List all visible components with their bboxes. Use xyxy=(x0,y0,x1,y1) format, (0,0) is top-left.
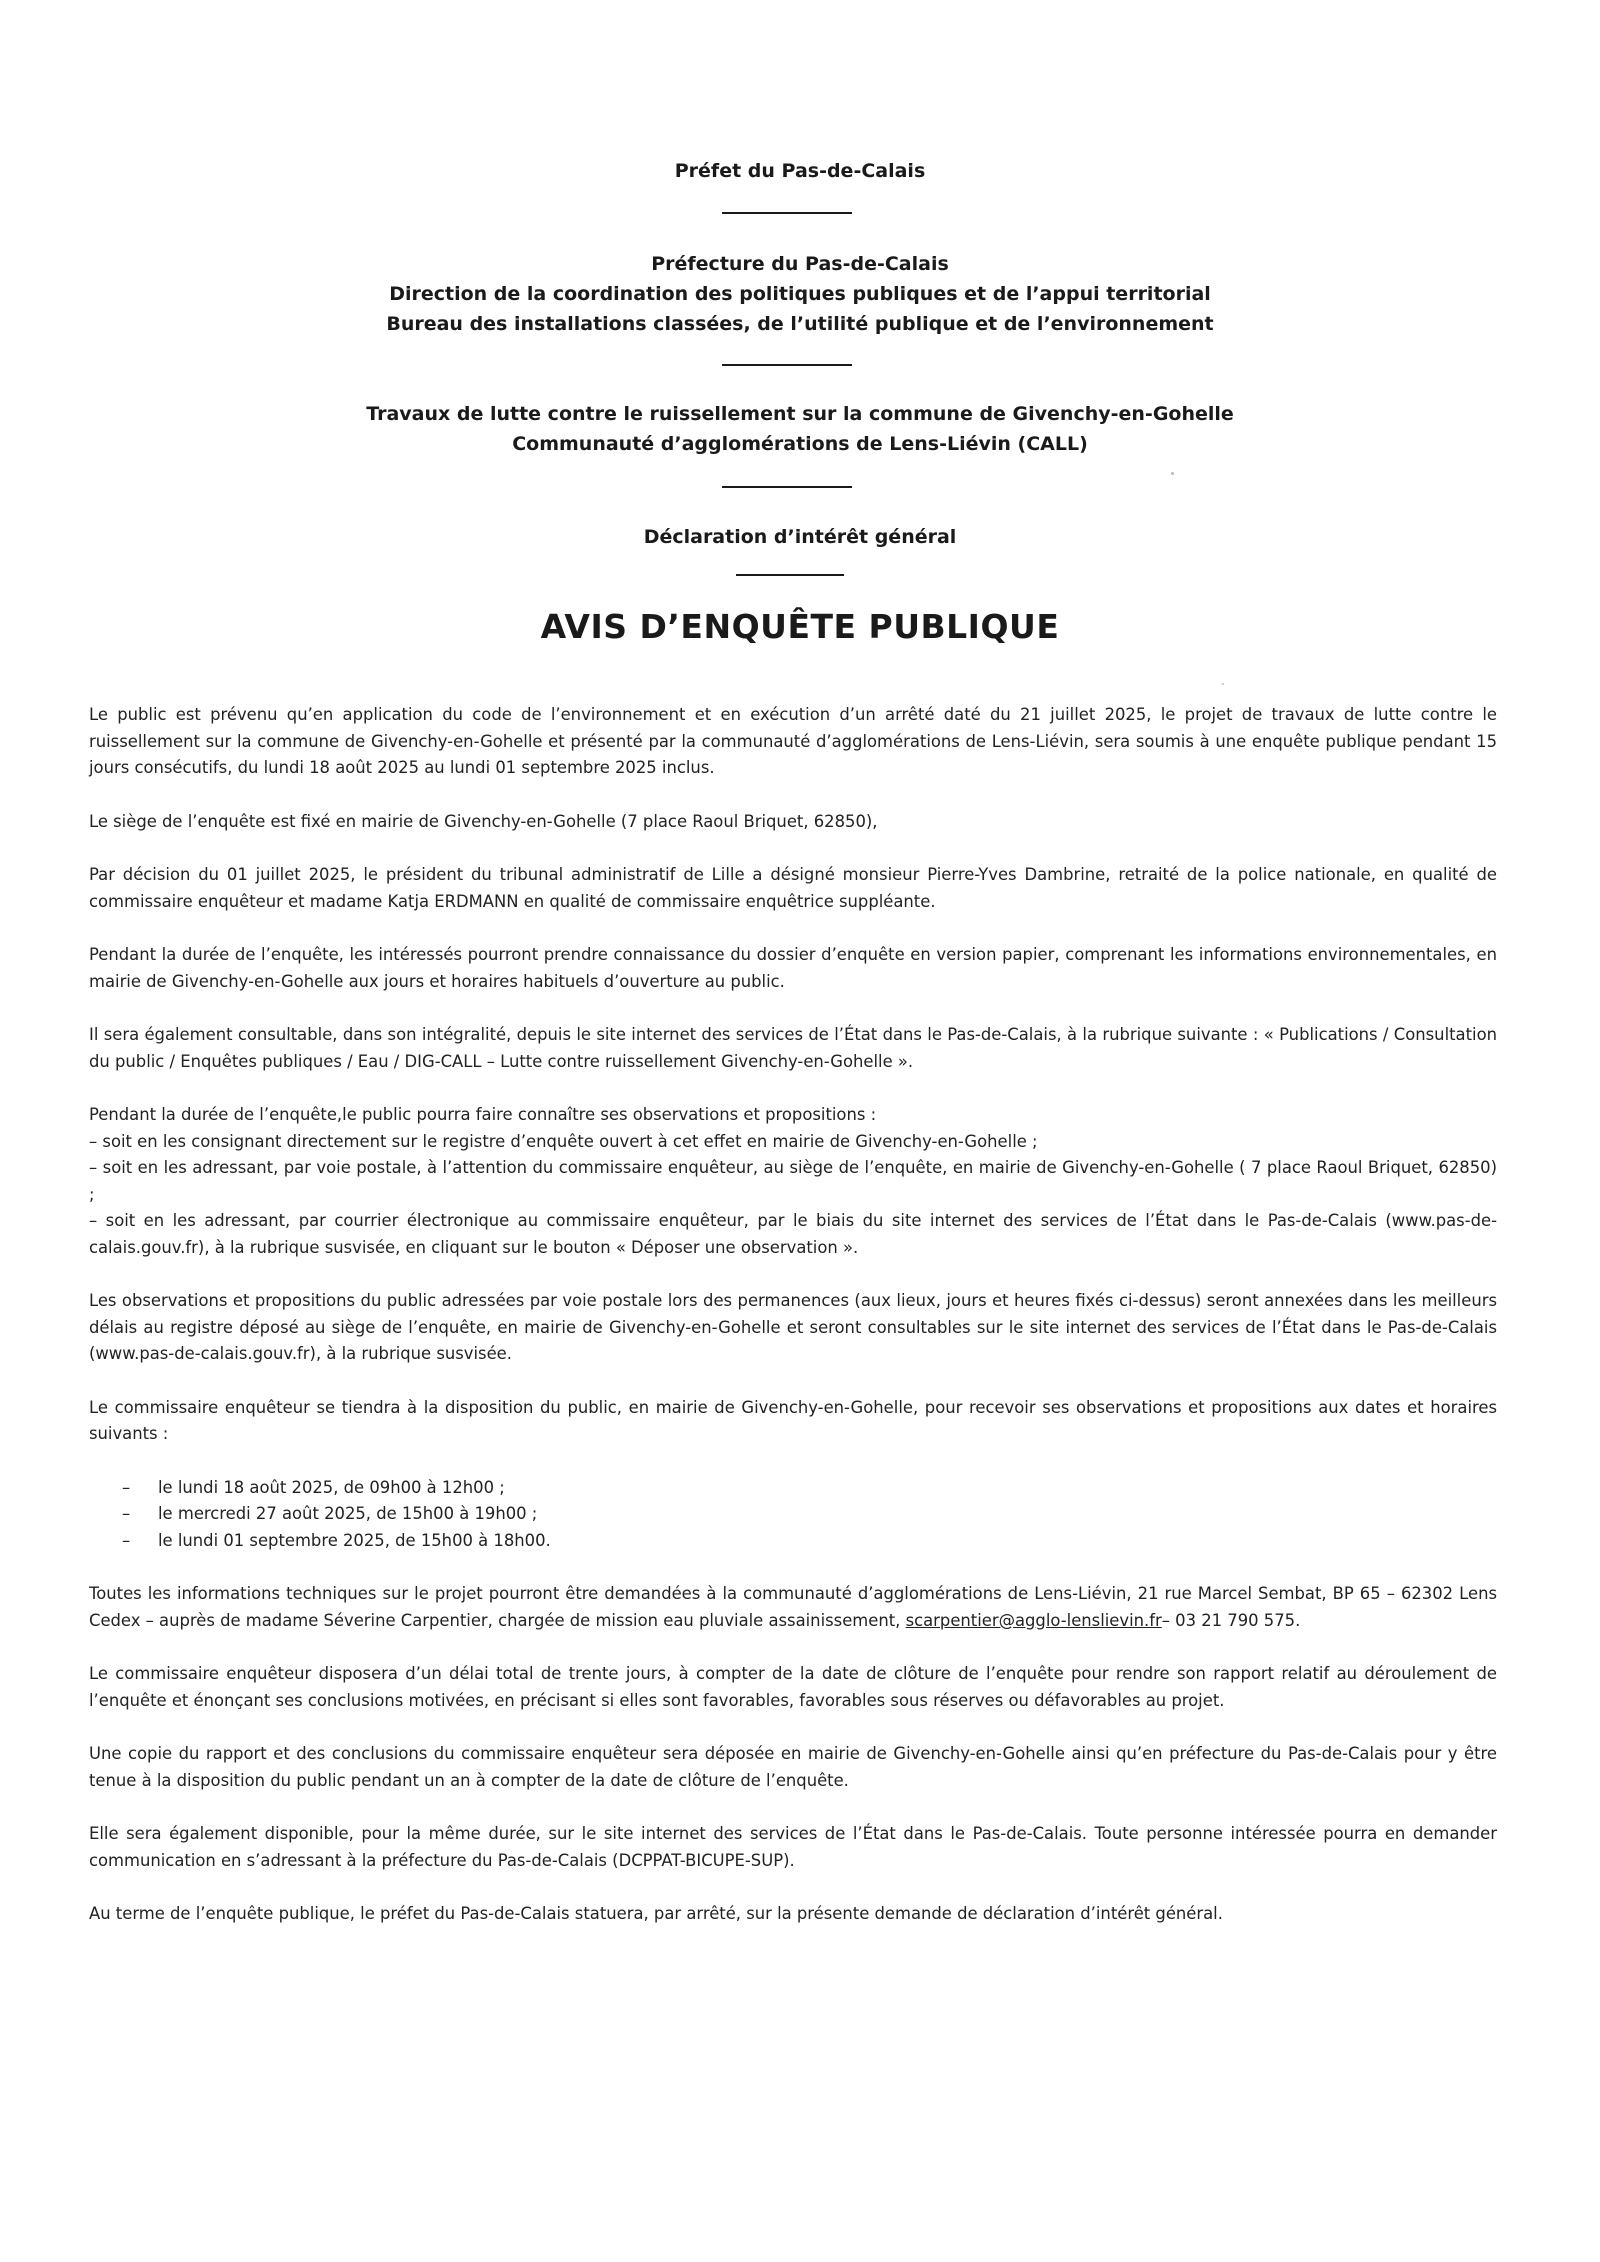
paragraph-commissioner: Par décision du 01 juillet 2025, le président du tribunal administratif de Lille a désigné monsieur Pierre-Yves Dambrine, retraité de la police nationale, en qualité de commissaire enquêteur et madame Katja ERDMANN en qualité de commissaire enquêtrice suppléante. xyxy=(89,865,1497,911)
divider xyxy=(722,364,852,366)
prefecture-heading xyxy=(0,249,1600,339)
paragraph-consultation: Pendant la durée de l’enquête, les intéressés pourront prendre connaissance du dossier d’enquête en version papier, comprenant les informations environnementales, en mairie de Givenchy-en-Gohelle aux jours et horaires habituels d’ouverture au public. xyxy=(89,945,1497,991)
contact-text: Toutes les informations techniques sur le projet pourront être demandées à la communauté d’agglomérations de Lens-Liévin, 21 rue Marcel Sembat, BP 65 – 62302 Lens Cedex – auprès de madame Séverine Carpentier, chargée de mission eau pluviale assainissement, xyxy=(89,1584,1497,1630)
prefecture-direction: Direction de la coordination des politiques publiques et de l’appui territorial xyxy=(389,283,1211,305)
schedule-list xyxy=(89,1475,1497,1555)
paragraph-availability: Elle sera également disponible, pour la même durée, sur le site internet des services de l’État dans le Pas-de-Calais. Toute personne intéressée pourra en demander communication en s’adressant à la préfecture du Pas-de-Calais (DCPPAT-BICUPE-SUP). xyxy=(89,1824,1497,1870)
divider xyxy=(736,574,844,576)
observations-option-post: – soit en les adressant, par voie postale, à l’attention du commissaire enquêteur, au siège de l’enquête, en mairie de Givenchy-en-Gohelle ( 7 place Raoul Briquet, 62850) ; xyxy=(89,1158,1497,1204)
contact-email-link[interactable]: scarpentier@agglo-lenslievin.fr xyxy=(905,1610,1162,1630)
observations-option-register: – soit en les consignant directement sur le registre d’enquête ouvert à cet effet en mairie de Givenchy-en-Gohelle ; xyxy=(89,1131,1038,1151)
project-heading xyxy=(0,399,1600,459)
paragraph-announcement: Le public est prévenu qu’en application du code de l’environnement et en exécution d’un arrêté daté du 21 juillet 2025, le projet de travaux de lutte contre le ruissellement sur la commune de Givenchy-en-Gohelle et présenté par la communauté d’agglomérations de Lens-Liévin, sera soumis à une enquête publique pendant 15 jours consécutifs, du lundi 18 août 2025 au lundi 01 septembre 2025 inclus. xyxy=(89,705,1497,777)
paragraph-annex: Les observations et propositions du public adressées par voie postale lors des permanences (aux lieux, jours et heures fixés ci-dessus) seront annexées dans les meilleurs délais au registre déposé au siège de l’enquête, en mairie de Givenchy-en-Gohelle et seront consultables sur le site internet des services de l’État dans le Pas-de-Calais (www.pas-de-calais.gouv.fr), à la rubrique susvisée. xyxy=(89,1291,1497,1363)
notice-body xyxy=(89,702,1497,1955)
observations-intro: Pendant la durée de l’enquête,le public pourra faire connaître ses observations et propositions : xyxy=(89,1105,877,1124)
dash-bullet: – xyxy=(122,1530,131,1550)
authority-heading xyxy=(0,156,1600,186)
authority-label: Préfet du Pas-de-Calais xyxy=(674,160,926,182)
divider xyxy=(722,486,852,488)
paragraph-online: Il sera également consultable, dans son intégralité, depuis le site internet des services de l’État dans le Pas-de-Calais, à la rubrique suivante : « Publications / Consultation du public / Enquêtes publiques / Eau / DIG-CALL – Lutte contre ruissellement Givenchy-en-Gohelle ». xyxy=(89,1025,1497,1071)
paragraph-permanences: Le commissaire enquêteur se tiendra à la disposition du public, en mairie de Givenchy-en-Gohelle, pour recevoir ses observations et propositions aux dates et horaires suivants : xyxy=(89,1397,1497,1443)
project-community: Communauté d’agglomérations de Lens-Liévin (CALL) xyxy=(512,433,1088,455)
dash-bullet: – xyxy=(122,1504,131,1523)
schedule-item xyxy=(89,1528,1497,1555)
schedule-text: le lundi 18 août 2025, de 09h00 à 12h00 ; xyxy=(158,1477,505,1497)
prefecture-name: Préfecture du Pas-de-Calais xyxy=(651,253,949,275)
declaration-heading xyxy=(0,522,1600,552)
paragraph-copy: Une copie du rapport et des conclusions du commissaire enquêteur sera déposée en mairie de Givenchy-en-Gohelle ainsi qu’en préfecture du Pas-de-Calais pour y être tenue à la disposition du public pendant un an à compter de la date de clôture de l’enquête. xyxy=(89,1744,1497,1790)
paragraph-seat: Le siège de l’enquête est fixé en mairie de Givenchy-en-Gohelle (7 place Raoul Briquet, 62850), xyxy=(89,811,878,831)
scan-speck xyxy=(1171,472,1174,475)
declaration-label: Déclaration d’intérêt général xyxy=(643,526,957,548)
paragraph-report: Le commissaire enquêteur disposera d’un délai total de trente jours, à compter de la date de clôture de l’enquête pour rendre son rapport relatif au déroulement de l’enquête et énonçant ses conclusions motivées, en précisant si elles sont favorables, favorables sous réserves ou défavorables au projet. xyxy=(89,1664,1497,1710)
paragraph-contact xyxy=(89,1581,1497,1634)
observations-option-email: – soit en les adressant, par courrier électronique au commissaire enquêteur, par le biais du site internet des services de l’État dans le Pas-de-Calais (www.pas-de-calais.gouv.fr), à la rubrique susvisée, en cliquant sur le bouton « Déposer une observation ». xyxy=(89,1211,1497,1257)
dash-bullet: – xyxy=(122,1477,131,1497)
divider xyxy=(722,212,852,214)
prefecture-bureau: Bureau des installations classées, de l’utilité publique et de l’environnement xyxy=(386,313,1214,335)
contact-phone: – 03 21 790 575. xyxy=(1161,1610,1301,1630)
schedule-item xyxy=(89,1475,1497,1502)
schedule-text: le lundi 01 septembre 2025, de 15h00 à 18h00. xyxy=(158,1530,551,1550)
page-title: AVIS D’ENQUÊTE PUBLIQUE xyxy=(540,607,1060,646)
project-works: Travaux de lutte contre le ruissellement sur la commune de Givenchy-en-Gohelle xyxy=(366,403,1234,425)
schedule-text: le mercredi 27 août 2025, de 15h00 à 19h00 ; xyxy=(158,1504,538,1523)
schedule-item xyxy=(89,1501,1497,1528)
paragraph-conclusion: Au terme de l’enquête publique, le préfet du Pas-de-Calais statuera, par arrêté, sur la présente demande de déclaration d’intérêt général. xyxy=(89,1904,1223,1923)
scan-speck xyxy=(1222,683,1224,685)
paragraph-observations xyxy=(89,1102,1497,1261)
